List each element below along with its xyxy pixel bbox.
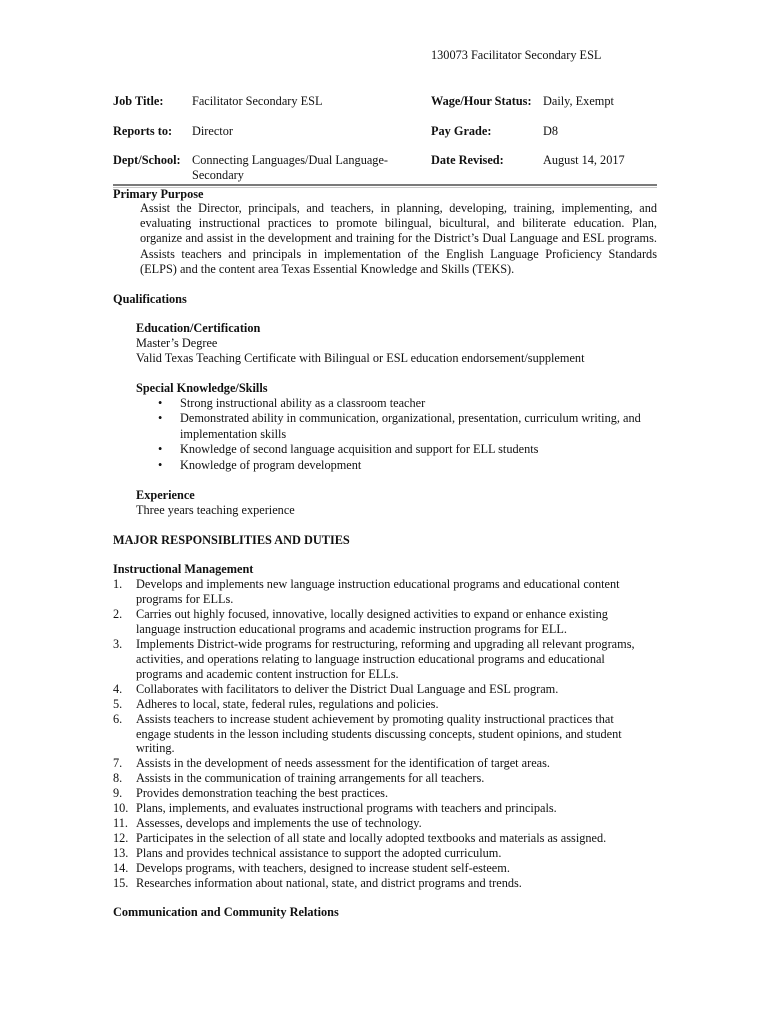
experience-text: Three years teaching experience (136, 503, 295, 517)
duties-list (113, 577, 658, 891)
primary-purpose-heading: Primary Purpose (113, 187, 204, 201)
duty-item: 2. Carries out highly focused, innovative, locally designed activities to expand or enhance existing language instruction educational programs and academic instruction programs for ELL. (113, 606, 608, 636)
duty-item: 13. Plans and provides technical assistance to support the adopted curriculum. (113, 846, 502, 861)
duty-item: 8. Assists in the communication of training arrangements for all teachers. (113, 771, 485, 786)
duty-item: 7. Assists in the development of needs assessment for the identification of target areas. (113, 756, 550, 771)
qualifications-heading: Qualifications (113, 292, 187, 306)
duty-item: 12. Participates in the selection of all state and locally adopted textbooks and materials as assigned. (113, 831, 607, 846)
primary-purpose-text: Assist the Director, principals, and teachers, in planning, developing, training, implementing, and evaluating instructional practices to promote bilingual, bicultural, and biliterate education. Plan, organize and assist in the development and training for the District’s Dual Language and ESL programs. Assists teachers and principals in implementation of the English Language Proficiency Standards (ELPS) and the content area Texas Essential Knowledge and Skills (TEKS). (140, 201, 657, 276)
duty-item: 6. Assists teachers to increase student achievement by promoting quality instructional practices that engage students in the lesson including students discussing concepts, student opinions, and student writing. (113, 711, 622, 756)
job-title-value: Facilitator Secondary ESL (192, 94, 323, 108)
bullet-icon: • (158, 411, 163, 426)
skill-item: • Strong instructional ability as a classroom teacher (158, 396, 426, 410)
skill-item: • Knowledge of program development (158, 457, 362, 472)
duty-item: 10. Plans, implements, and evaluates instructional programs with teachers and principals. (113, 801, 557, 816)
responsibilities-heading: MAJOR RESPONSIBLITIES AND DUTIES (113, 533, 350, 547)
duty-item: 4. Collaborates with facilitators to deliver the District Dual Language and ESL program. (113, 681, 559, 696)
wage-status-label: Wage/Hour Status: (431, 94, 532, 108)
instructional-management-heading: Instructional Management (113, 562, 254, 576)
dept-school-label: Dept/School: (113, 153, 181, 167)
duty-item: 11. Assesses, develops and implements the use of technology. (113, 816, 422, 831)
experience-heading: Experience (136, 488, 195, 502)
skill-item: • Knowledge of second language acquisition and support for ELL students (158, 442, 539, 457)
skills-list (158, 396, 658, 473)
pay-grade-label: Pay Grade: (431, 124, 492, 138)
reports-to-value: Director (192, 124, 233, 138)
skills-heading: Special Knowledge/Skills (136, 381, 268, 395)
duty-item: 9. Provides demonstration teaching the best practices. (113, 786, 389, 801)
date-revised-label: Date Revised: (431, 153, 504, 167)
communication-heading: Communication and Community Relations (113, 905, 339, 919)
duty-item: 3. Implements District-wide programs for restructuring, reforming and upgrading all relevant programs, activities, and operations relating to language instruction educational programs and educational programs and academic content instruction for ELLs. (113, 636, 635, 681)
duty-item: 5. Adheres to local, state, federal rules, regulations and policies. (113, 696, 439, 711)
job-title-label: Job Title: (113, 94, 164, 108)
date-revised-value: August 14, 2017 (543, 153, 625, 167)
dept-school-value-line1: Connecting Languages/Dual Language- (192, 153, 388, 167)
reports-to-label: Reports to: (113, 124, 173, 138)
bullet-icon: • (158, 442, 163, 457)
dept-school-value-line2: Secondary (192, 168, 244, 182)
education-item: Valid Texas Teaching Certificate with Bilingual or ESL education endorsement/supplement (136, 351, 585, 365)
duty-item: 14. Develops programs, with teachers, designed to increase student self-esteem. (113, 861, 510, 876)
education-heading: Education/Certification (136, 321, 261, 335)
header-divider (113, 184, 657, 186)
pay-grade-value: D8 (543, 124, 559, 138)
duty-item: 15. Researches information about national, state, and district programs and trends. (113, 876, 522, 891)
duty-item: 1. Develops and implements new language instruction educational programs and educational content programs for ELLs. (113, 577, 620, 606)
bullet-icon: • (158, 457, 163, 472)
education-item: Master’s Degree (136, 336, 218, 350)
document-code: 130073 Facilitator Secondary ESL (431, 48, 602, 62)
bullet-icon: • (158, 396, 163, 410)
wage-status-value: Daily, Exempt (543, 94, 614, 108)
skill-item: • Demonstrated ability in communication, organizational, presentation, curriculum writing, and implementation skills (158, 411, 641, 441)
